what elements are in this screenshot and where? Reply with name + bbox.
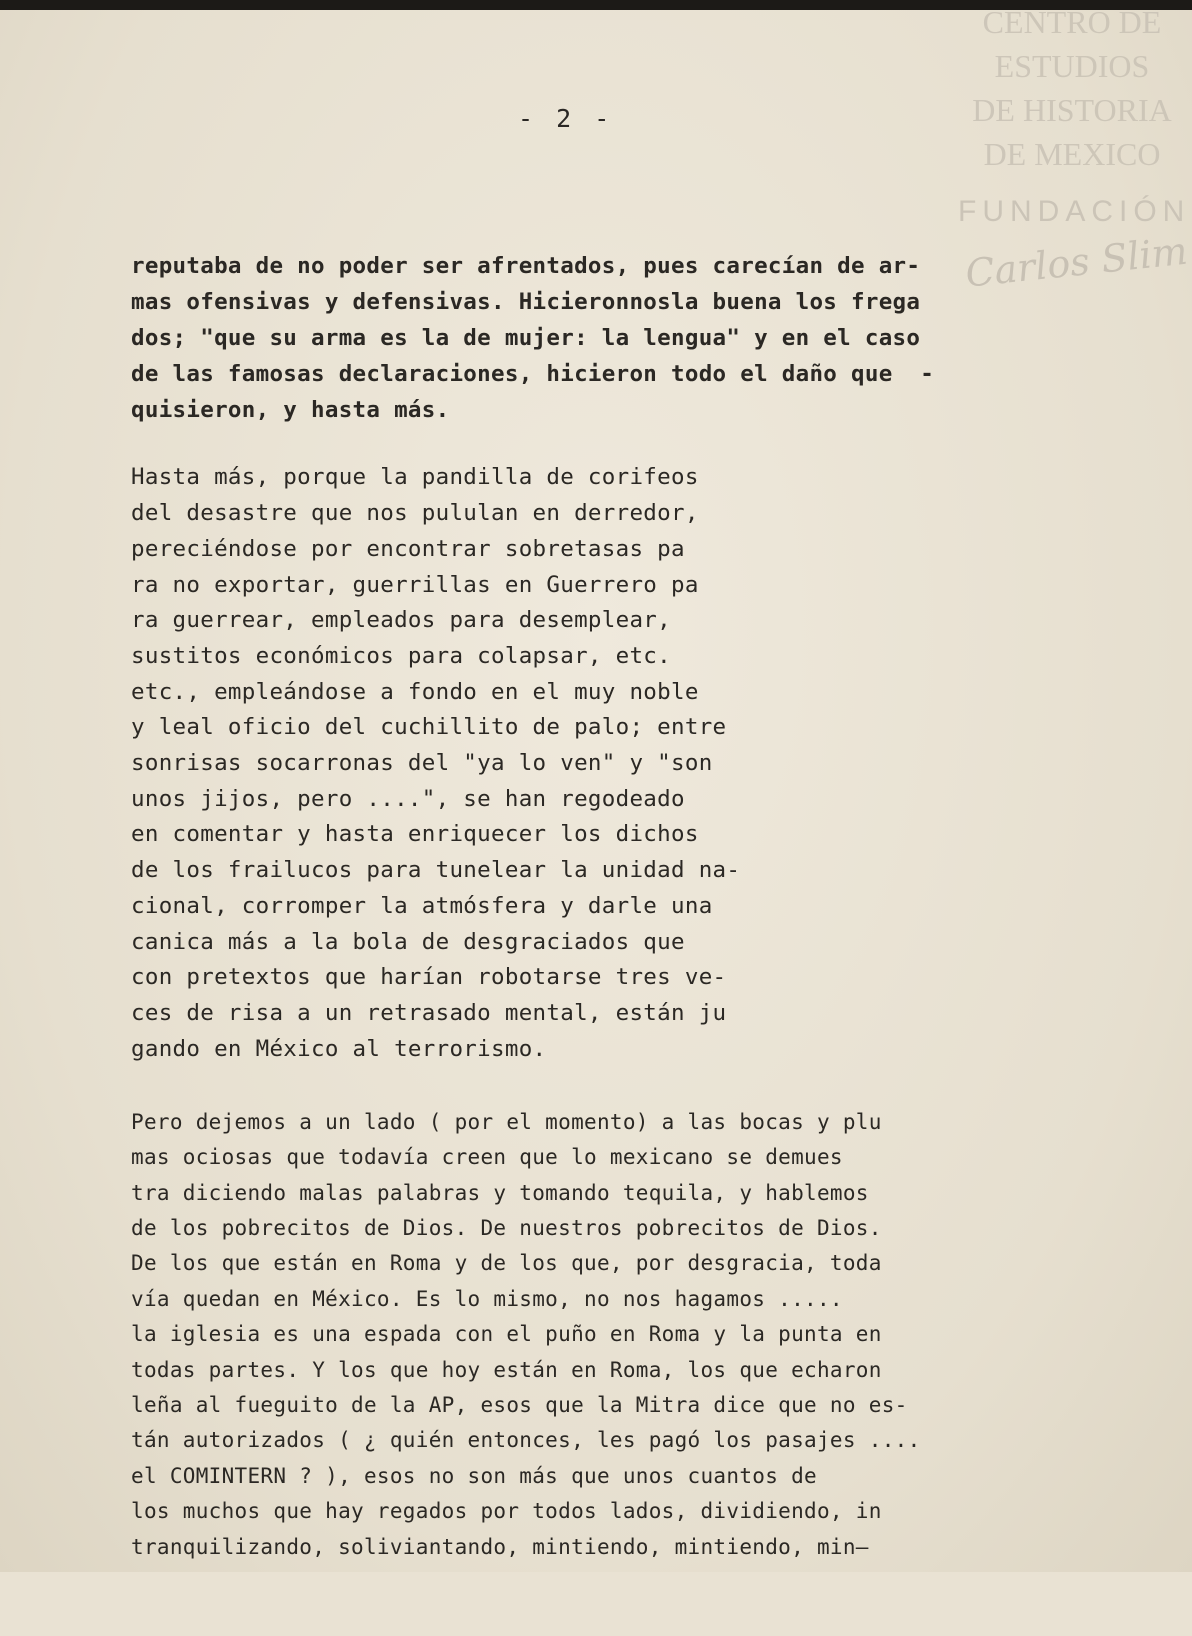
text-line: tán autorizados ( ¿ quién entonces, les pagó los pasajes .... — [131, 1428, 921, 1453]
archive-watermark — [952, 0, 1192, 190]
text-line: ra no exportar, guerrillas en Guerrero pa — [131, 571, 699, 598]
text-line: el COMINTERN ? ), esos no son más que unos cuantos de — [131, 1463, 817, 1488]
text-line: sonrisas socarronas del "ya lo ven" y "son — [131, 750, 713, 777]
text-line: reputaba de no poder ser afrentados, pues carecían de ar- — [131, 253, 921, 279]
text-line: ces de risa a un retrasado mental, están ju — [131, 999, 727, 1026]
watermark-foundation: FUNDACIÓN — [958, 195, 1191, 228]
text-line: cional, corromper la atmósfera y darle una — [131, 892, 713, 919]
text-line: unos jijos, pero ....", se han regodeado — [131, 785, 685, 812]
text-line: de las famosas declaraciones, hicieron todo el daño que - — [131, 361, 935, 387]
text-line: de los frailucos para tunelear la unidad na- — [131, 857, 741, 884]
text-line: tra diciendo malas palabras y tomando tequila, y hablemos — [131, 1180, 869, 1205]
text-line: Pero dejemos a un lado ( por el momento) a las bocas y plu — [131, 1109, 882, 1134]
watermark-line: ESTUDIOS — [994, 48, 1150, 84]
text-line: la iglesia es una espada con el puño en Roma y la punta en — [131, 1322, 882, 1347]
text-line: gando en México al terrorismo. — [131, 1035, 547, 1062]
paragraph-3 — [131, 1034, 921, 1636]
watermark-line: DE MEXICO — [983, 136, 1161, 172]
text-line: mas ociosas que todavía creen que lo mexicano se demues — [131, 1145, 843, 1170]
watermark-signature: Carlos Slim — [963, 228, 1190, 296]
watermark-line: CENTRO DE — [982, 4, 1162, 40]
paragraph-2 — [131, 389, 740, 1139]
text-line: y leal oficio del cuchillito de palo; entre — [131, 714, 727, 741]
text-line: canica más a la bola de desgraciados que — [131, 928, 685, 955]
text-line: dos; "que su arma es la de mujer: la lengua" y en el caso — [131, 325, 921, 351]
text-line: vía quedan en México. Es lo mismo, no nos hagamos ..... — [131, 1286, 843, 1311]
text-line: leña al fueguito de la AP, esos que la Mitra dice que no es- — [131, 1393, 908, 1418]
text-line: ra guerrear, empleados para desemplear, — [131, 607, 671, 634]
text-line: De los que están en Roma y de los que, por desgracia, toda — [131, 1251, 882, 1276]
text-line: en comentar y hasta enriquecer los dichos — [131, 821, 699, 848]
page-number: - 2 - — [518, 104, 614, 133]
text-line: con pretextos que harían robotarse tres ve- — [131, 964, 727, 991]
text-line: todas partes. Y los que hoy están en Roma, los que echaron — [131, 1357, 882, 1382]
watermark-line: DE HISTORIA — [972, 92, 1172, 128]
text-line: etc., empleándose a fondo en el muy noble — [131, 678, 699, 705]
text-line: los muchos que hay regados por todos lados, dividiendo, in — [131, 1499, 882, 1524]
text-line: del desastre que nos pululan en derredor, — [131, 500, 699, 527]
text-line: sustitos económicos para colapsar, etc. — [131, 642, 671, 669]
text-line: de los pobrecitos de Dios. De nuestros pobrecitos de Dios. — [131, 1216, 882, 1241]
text-line: Hasta más, porque la pandilla de corifeos — [131, 464, 699, 491]
text-line: mas ofensivas y defensivas. Hicieronnosla buena los frega — [131, 289, 921, 315]
text-line: tranquilizando, soliviantando, mintiendo, mintiendo, min— — [131, 1534, 869, 1559]
text-line: quisieron, y hasta más. — [131, 397, 450, 423]
text-line: pereciéndose por encontrar sobretasas pa — [131, 535, 685, 562]
